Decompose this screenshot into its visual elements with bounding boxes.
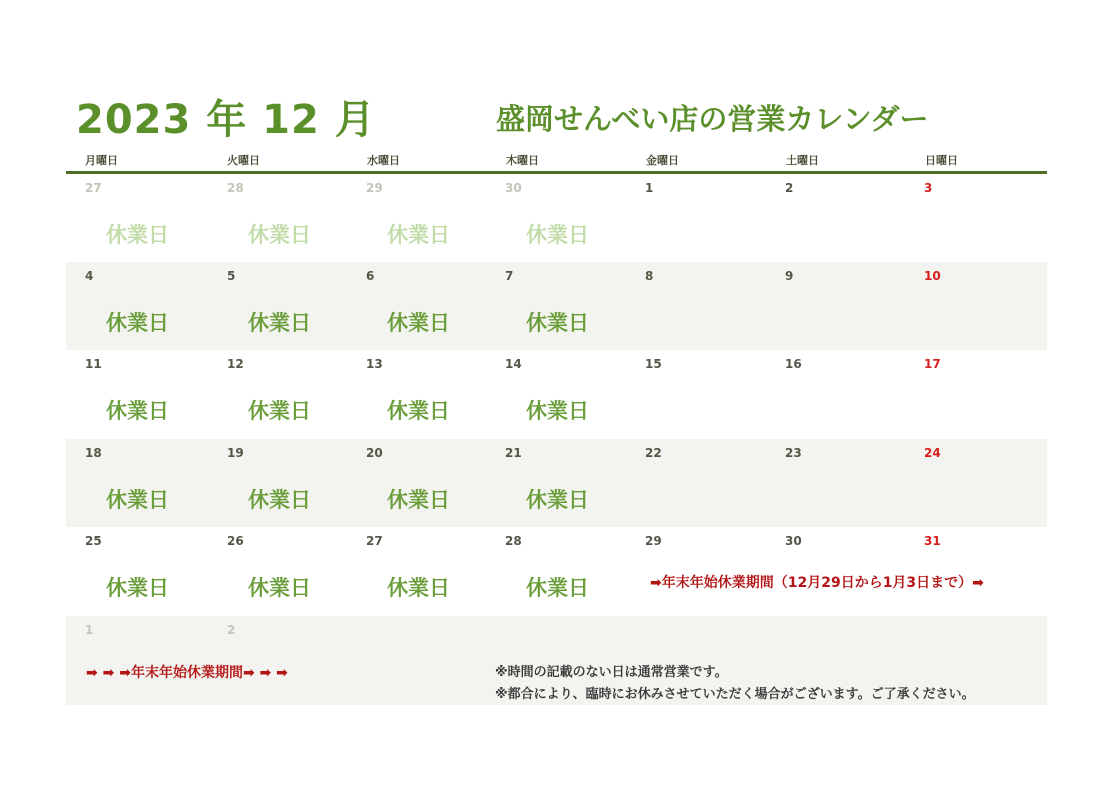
day-number: 28 (505, 534, 522, 548)
shop-calendar-title: 盛岡せんべい店の営業カレンダー (496, 102, 929, 136)
closed-day-label: 休業日 (526, 576, 589, 600)
day-number: 2 (227, 623, 236, 637)
day-number-sunday: 24 (924, 446, 941, 460)
day-cell (766, 174, 905, 262)
day-cell (347, 174, 486, 262)
day-number: 15 (645, 357, 662, 371)
day-cell (66, 350, 205, 438)
day-number: 29 (645, 534, 662, 548)
closed-day-label: 休業日 (106, 311, 169, 335)
day-cell (626, 439, 765, 527)
day-cell (905, 262, 1044, 350)
closed-day-label: 休業日 (526, 399, 589, 423)
day-number: 8 (645, 269, 654, 283)
day-number: 5 (227, 269, 236, 283)
day-cell (208, 616, 347, 704)
day-number: 22 (645, 446, 662, 460)
day-number: 28 (227, 181, 244, 195)
day-number: 12 (227, 357, 244, 371)
day-cell (66, 527, 205, 615)
day-cell (905, 439, 1044, 527)
day-cell (486, 350, 625, 438)
day-cell (66, 174, 205, 262)
day-number: 16 (785, 357, 802, 371)
calendar-week-1 (66, 174, 1047, 262)
day-number: 1 (645, 181, 654, 195)
closed-day-label: 休業日 (248, 576, 311, 600)
closed-day-label: 休業日 (526, 488, 589, 512)
day-cell (626, 174, 765, 262)
day-cell (905, 174, 1044, 262)
day-number: 18 (85, 446, 102, 460)
weekday-mon: 月曜日 (85, 154, 118, 167)
day-cell (347, 527, 486, 615)
closed-day-label: 休業日 (526, 311, 589, 335)
day-number: 30 (505, 181, 522, 195)
closed-day-label: 休業日 (248, 399, 311, 423)
day-number: 29 (366, 181, 383, 195)
day-number: 6 (366, 269, 375, 283)
note-temporary-closure: ※都合により、臨時にお休みさせていただく場合がございます。ご了承ください。 (495, 687, 975, 702)
day-cell (486, 174, 625, 262)
day-number: 9 (785, 269, 794, 283)
day-cell (626, 350, 765, 438)
day-number: 19 (227, 446, 244, 460)
calendar-week-5 (66, 527, 1047, 615)
closed-day-label: 休業日 (248, 223, 311, 247)
day-cell (347, 262, 486, 350)
closed-day-label: 休業日 (526, 223, 589, 247)
holiday-continued-note: ➡ ➡ ➡年末年始休業期間➡ ➡ ➡ (86, 665, 288, 681)
calendar-week-4 (66, 439, 1047, 527)
note-regular-hours: ※時間の記載のない日は通常営業です。 (495, 665, 728, 680)
day-number: 26 (227, 534, 244, 548)
closed-day-label: 休業日 (387, 488, 450, 512)
closed-day-label: 休業日 (106, 223, 169, 247)
day-number: 2 (785, 181, 794, 195)
day-cell (486, 262, 625, 350)
calendar-month-title: 2023 年 12 月 (76, 97, 376, 143)
day-number: 4 (85, 269, 94, 283)
closed-day-label: 休業日 (106, 576, 169, 600)
closed-day-label: 休業日 (387, 311, 450, 335)
day-number-sunday: 17 (924, 357, 941, 371)
day-cell (626, 527, 765, 615)
closed-day-label: 休業日 (106, 399, 169, 423)
weekday-fri: 金曜日 (646, 154, 679, 167)
day-cell (208, 527, 347, 615)
closed-day-label: 休業日 (248, 488, 311, 512)
weekday-thu: 木曜日 (506, 154, 539, 167)
day-number: 13 (366, 357, 383, 371)
calendar-week-3 (66, 350, 1047, 438)
day-number: 11 (85, 357, 102, 371)
day-cell (208, 439, 347, 527)
day-number: 14 (505, 357, 522, 371)
day-cell (626, 262, 765, 350)
day-cell (347, 439, 486, 527)
weekday-wed: 水曜日 (367, 154, 400, 167)
day-number-sunday: 10 (924, 269, 941, 283)
day-cell (766, 439, 905, 527)
day-number: 23 (785, 446, 802, 460)
weekday-sun: 日曜日 (925, 154, 958, 167)
day-cell (208, 262, 347, 350)
day-number: 30 (785, 534, 802, 548)
closed-day-label: 休業日 (106, 488, 169, 512)
day-number-sunday: 3 (924, 181, 933, 195)
day-cell (208, 174, 347, 262)
closed-day-label: 休業日 (387, 576, 450, 600)
day-cell (766, 350, 905, 438)
day-cell (208, 350, 347, 438)
weekday-sat: 土曜日 (786, 154, 819, 167)
day-cell (66, 262, 205, 350)
day-number: 1 (85, 623, 94, 637)
day-cell (347, 350, 486, 438)
closed-day-label: 休業日 (387, 399, 450, 423)
day-number-sunday: 31 (924, 534, 941, 548)
day-cell (66, 616, 205, 704)
day-number: 20 (366, 446, 383, 460)
day-cell (766, 527, 905, 615)
holiday-period-note: ➡年末年始休業期間（12月29日から1月3日まで）➡ (650, 575, 984, 591)
day-number: 25 (85, 534, 102, 548)
day-cell (905, 527, 1044, 615)
calendar-week-6 (66, 616, 1047, 705)
closed-day-label: 休業日 (387, 223, 450, 247)
closed-day-label: 休業日 (248, 311, 311, 335)
day-cell (66, 439, 205, 527)
weekday-header (66, 152, 1047, 170)
calendar-week-2 (66, 262, 1047, 350)
day-cell (766, 262, 905, 350)
day-number: 27 (366, 534, 383, 548)
day-number: 27 (85, 181, 102, 195)
day-cell (486, 439, 625, 527)
day-number: 21 (505, 446, 522, 460)
weekday-tue: 火曜日 (227, 154, 260, 167)
day-number: 7 (505, 269, 514, 283)
day-cell (486, 527, 625, 615)
day-cell (905, 350, 1044, 438)
